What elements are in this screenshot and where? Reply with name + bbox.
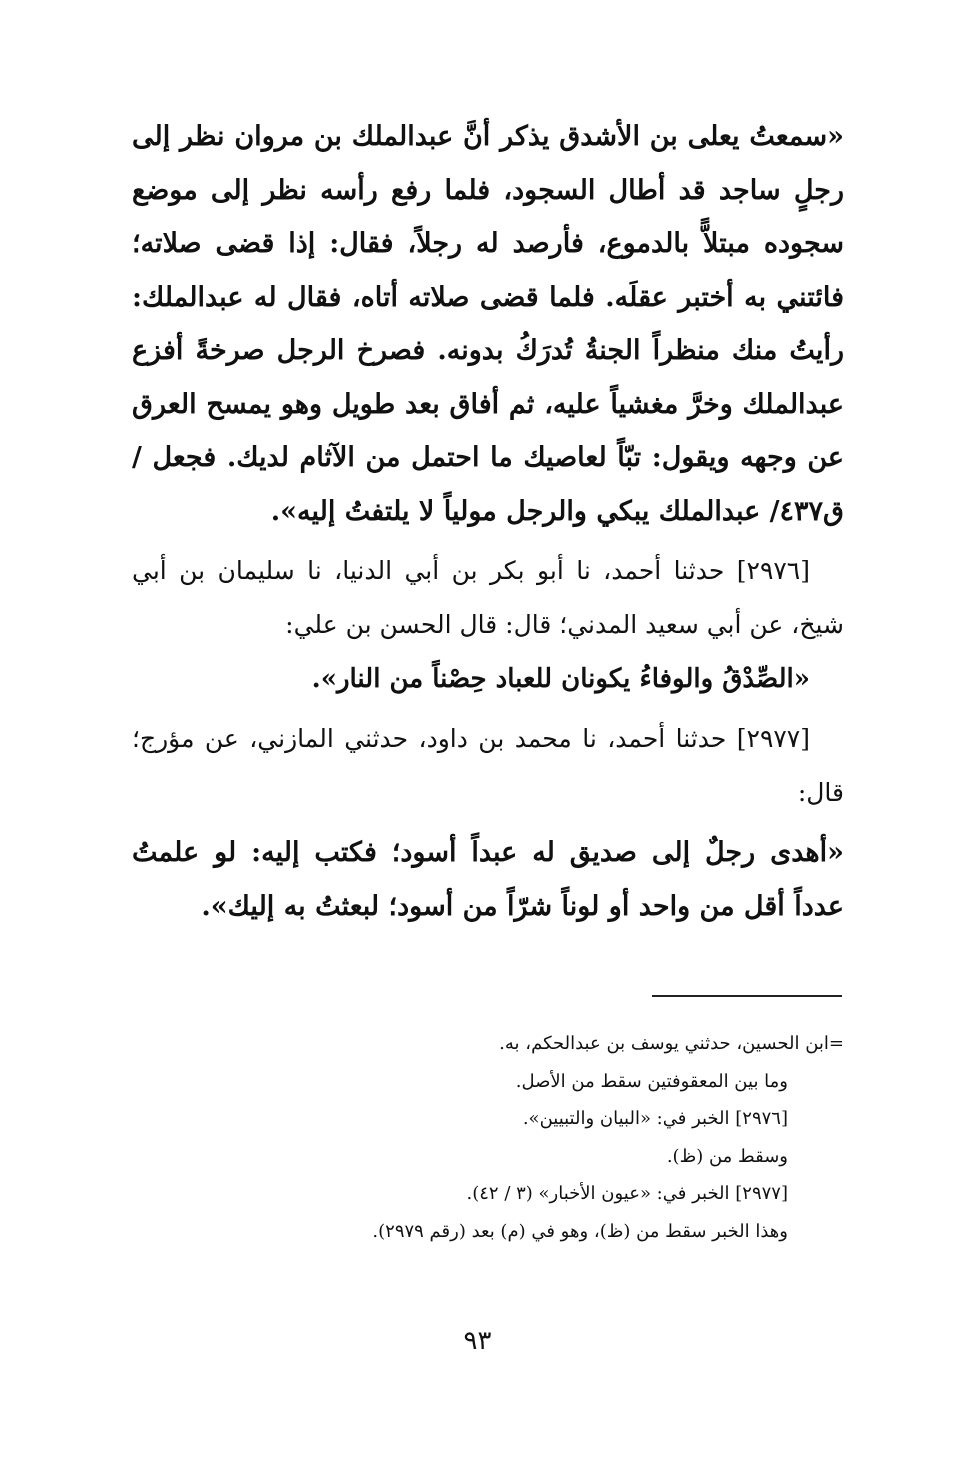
page-number: ٩٣ (463, 1326, 492, 1356)
quote-hasan-text: «الصِّدْقُ والوفاءُ يكونان للعباد حِصْناً من النار». (311, 664, 810, 694)
footnote-line: وهذا الخبر سقط من (ظ)، وهو في (م) بعد (رقم ٢٩٧٩). (372, 1220, 788, 1242)
footnote-line: [٢٩٧٦] الخبر في: «البيان والتبيين». (522, 1108, 788, 1129)
isnad-2977-text: [٢٩٧٧] حدثنا أحمد، نا محمد بن داود، حدثني المازني، عن مؤرج؛ قال: (132, 724, 844, 807)
isnad-2977 (132, 712, 844, 820)
footnote-line: =ابن الحسين، حدثني يوسف بن عبدالحكم، به. (499, 1033, 844, 1054)
isnad-2976-text: [٢٩٧٦] حدثنا أحمد، نا أبو بكر بن أبي الدنيا، نا سليمان بن أبي شيخ، عن أبي سعيد المدني؛ قال: قال الحسن بن علي: (132, 556, 844, 639)
isnad-2976 (132, 544, 844, 652)
footnote-line: وما بين المعقوفتين سقط من الأصل. (515, 1070, 788, 1092)
footnote-line: وسقط من (ظ). (666, 1145, 788, 1167)
footnotes (132, 1025, 844, 1250)
footnote-line: [٢٩٧٧] الخبر في: «عيون الأخبار» (٣ / ٤٢). (466, 1183, 788, 1204)
quote-black-slave: «أهدى رجلٌ إلى صديق له عبداً أسود؛ فكتب إليه: لو علمتُ عدداً أقل من واحد أو لوناً شرّاً من أسود؛ لبعثتُ به إليك». (132, 837, 844, 922)
quote-hasan (132, 652, 844, 706)
footnote-divider (652, 995, 842, 997)
main-text (132, 110, 844, 933)
quote-abdulmalik-story: «سمعتُ يعلى بن الأشدق يذكر أنَّ عبدالملك بن مروان نظر إلى رجلٍ ساجد قد أطال السجود، فلما رفع رأسه نظر إلى موضع سجوده مبتلاًّ بالدموع، فأرصد له رجلاً، فقال: إذا قضى صلاته؛ فائتني به أختبر عقلَه. فلما قضى صلاته أتاه، فقال له عبدالملك: رأيتُ منك منظراً الجنةُ تُدرَكُ بدونه. فصرخ الرجل صرخةً أفزع عبدالملك وخرَّ مغشياً عليه، ثم أفاق بعد طويل وهو يمسح العرق عن وجهه ويقول: تبّاً لعاصيك ما احتمل من الآثام لديك. فجعل / ق٤٣٧/ عبدالملك يبكي والرجل مولياً لا يلتفتُ إليه». (132, 121, 844, 527)
